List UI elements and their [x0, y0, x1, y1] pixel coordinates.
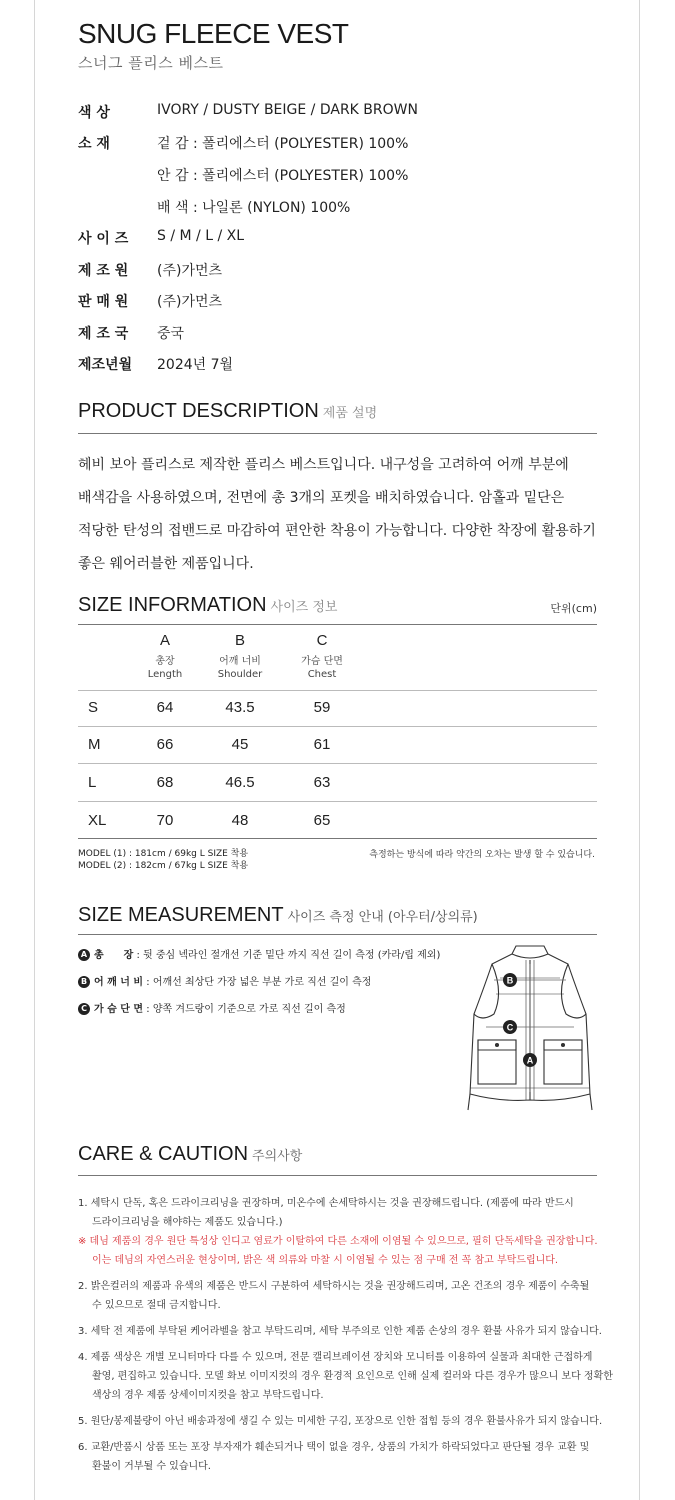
column-label-ko: 어깨 너비: [219, 656, 261, 667]
measurement-title-ko: 사이즈 측정 안내 (아우터/상의류): [287, 910, 478, 925]
care-item-2: [78, 1277, 598, 1315]
size-info-title: SIZE INFORMATION: [78, 594, 267, 616]
measurement-label: 가 슴 단 면: [94, 1004, 144, 1015]
care-list: [78, 1194, 613, 1483]
divider: [78, 838, 597, 839]
care-item-1: [78, 1194, 598, 1232]
spec-value: (주)가먼츠: [157, 263, 223, 279]
size-label-s: S: [88, 699, 99, 716]
description-line: 좋은 웨어러블한 제품입니다.: [78, 556, 254, 572]
divider: [78, 763, 597, 764]
measurement-heading: [78, 904, 478, 927]
spec-label: 사 이 즈: [78, 231, 129, 247]
column-letter: B: [234, 632, 245, 649]
column-label-ko: 총장: [155, 656, 175, 667]
spec-value: 겉 감 : 폴리에스터 (POLYESTER) 100%: [157, 136, 409, 152]
care-title: CARE & CAUTION: [78, 1143, 249, 1165]
care-item-5: [78, 1412, 603, 1431]
measurement-text: : 어깨선 최상단 가장 넓은 부분 가로 직선 길이 측정: [143, 977, 372, 988]
care-line: 6. 교환/반품시 상품 또는 포장 부자재가 훼손되거나 택이 없을 경우, 상품의 가치가 하락되었다고 판단될 경우 교환 및: [78, 1442, 590, 1453]
left-border: [34, 0, 35, 1500]
diagram-label-b: B: [506, 975, 514, 986]
right-border: [639, 0, 640, 1500]
measurement-title: SIZE MEASUREMENT: [78, 904, 284, 926]
cell-chest: 65: [313, 812, 331, 829]
column-label-en: Shoulder: [217, 669, 263, 680]
measurement-label: 총 장: [94, 950, 134, 961]
model-info-1: MODEL (1) : 181cm / 69kg L SIZE 착용: [78, 849, 249, 859]
care-line: 2. 밝은컬러의 제품과 유색의 제품은 반드시 구분하여 세탁하시는 것을 권장해드리며, 고온 건조의 경우 제품이 수축될: [78, 1281, 590, 1292]
divider: [78, 624, 597, 625]
cell-length: 68: [156, 774, 174, 791]
spec-label: 소 재: [78, 136, 110, 152]
divider: [78, 433, 597, 434]
measurement-label: 어 깨 너 비: [94, 977, 144, 988]
cell-shoulder: 45: [231, 736, 249, 753]
spec-value: 중국: [157, 326, 185, 342]
cell-shoulder: 46.5: [225, 774, 255, 791]
cell-chest: 63: [313, 774, 331, 791]
cell-length: 70: [156, 812, 174, 829]
unit-label: 단위(cm): [550, 602, 597, 615]
care-title-ko: 주의사항: [252, 1149, 303, 1164]
care-line: 드라이크리닝을 해야하는 제품도 있습니다.): [92, 1217, 283, 1228]
care-line: 촬영, 편집하고 있습니다. 모델 화보 이미지컷의 경우 환경적 요인으로 인해 실제 컬러와 다른 경우가 많으니 보다 정확한: [92, 1371, 613, 1382]
divider: [78, 801, 597, 802]
cell-shoulder: 48: [231, 812, 249, 829]
measurement-text: : 양쪽 겨드랑이 기준으로 가로 직선 길이 측정: [143, 1004, 346, 1015]
size-label-m: M: [88, 736, 101, 753]
care-line: 5. 원단/봉제불량이 아닌 배송과정에 생길 수 있는 미세한 구김, 포장으로 인한 접힘 등의 경우 환불사유가 되지 않습니다.: [78, 1416, 603, 1427]
size-info-title-ko: 사이즈 정보: [270, 600, 338, 615]
spec-label: 제 조 국: [78, 326, 129, 342]
care-warning: [78, 1232, 598, 1270]
model-info-2: MODEL (2) : 182cm / 67kg L SIZE 착용: [78, 861, 249, 871]
size-label-xl: XL: [88, 812, 107, 829]
care-line: 색상의 경우 제품 상세이미지컷을 참고 부탁드립니다.: [92, 1390, 324, 1401]
spec-value: IVORY / DUSTY BEIGE / DARK BROWN: [157, 102, 418, 118]
care-item-6: [78, 1438, 598, 1476]
care-line: ※ 데님 제품의 경우 원단 특성상 인디고 염료가 이탈하여 다른 소재에 이염될 수 있으므로, 필히 단독세탁을 권장합니다.: [78, 1236, 598, 1247]
diagram-label-c: C: [506, 1022, 514, 1033]
column-header-b: [195, 632, 285, 680]
product-subtitle: 스너그 플리스 베스트: [78, 54, 224, 72]
description-line: 헤비 보아 플리스로 제작한 플리스 베스트입니다. 내구성을 고려하여 어깨 부분에: [78, 457, 569, 473]
cell-shoulder: 43.5: [225, 699, 255, 716]
measurement-note: 측정하는 방식에 따라 약간의 오차는 발생 할 수 있습니다.: [369, 850, 595, 860]
spec-label: 제조년월: [78, 357, 133, 373]
cell-chest: 61: [313, 736, 331, 753]
divider: [78, 726, 597, 727]
column-header-c: [277, 632, 367, 680]
care-line: 수 있으므로 절대 금지합니다.: [92, 1300, 221, 1311]
cell-chest: 59: [313, 699, 331, 716]
description-heading: [78, 400, 377, 423]
cell-length: 64: [156, 699, 174, 716]
description-line: 적당한 탄성의 접밴드로 마감하여 편안한 착용이 가능합니다. 다양한 착장에 활용하기: [78, 523, 596, 539]
measurement-item-c: [78, 1000, 346, 1015]
description-body: [78, 449, 608, 581]
description-title: PRODUCT DESCRIPTION: [78, 400, 319, 422]
product-title: SNUG FLEECE VEST: [78, 18, 349, 49]
care-item-4: [78, 1348, 613, 1405]
spec-value: 배 색 : 나일론 (NYLON) 100%: [157, 200, 351, 216]
vest-diagram: [460, 942, 600, 1122]
spec-value: 2024년 7월: [157, 357, 234, 373]
column-label-en: Chest: [307, 669, 337, 680]
column-letter: A: [159, 632, 170, 649]
spec-label: 제 조 원: [78, 263, 129, 279]
badge-b-icon: B: [78, 976, 90, 988]
size-label-l: L: [88, 774, 97, 791]
spec-value: 안 감 : 폴리에스터 (POLYESTER) 100%: [157, 168, 409, 184]
column-label-en: Length: [147, 669, 183, 680]
description-title-ko: 제품 설명: [322, 406, 378, 421]
care-line: 환불이 거부될 수 있습니다.: [92, 1461, 211, 1472]
spec-label: 색 상: [78, 105, 110, 121]
divider: [78, 1175, 597, 1176]
care-line: 이는 데님의 자연스러운 현상이며, 밝은 색 의류와 마찰 시 이염될 수 있는 점 구매 전 꼭 참고 부탁드립니다.: [92, 1255, 559, 1266]
badge-a-icon: A: [78, 949, 90, 961]
care-line: 4. 제품 색상은 개별 모니터마다 다를 수 있으며, 전문 캘리브레이션 장치와 모니터를 이용하여 실물과 최대한 근접하게: [78, 1352, 593, 1363]
care-heading: [78, 1143, 302, 1166]
care-line: 3. 세탁 전 제품에 부탁된 케어라벨을 참고 부탁드리며, 세탁 부주의로 인한 제품 손상의 경우 환불 사유가 되지 않습니다.: [78, 1326, 602, 1337]
column-letter: C: [316, 632, 328, 649]
divider: [78, 934, 597, 935]
cell-length: 66: [156, 736, 174, 753]
measurement-item-b: [78, 973, 371, 988]
spec-value: S / M / L / XL: [157, 228, 245, 244]
diagram-label-a: A: [526, 1055, 534, 1066]
spec-value: (주)가먼츠: [157, 294, 223, 310]
description-line: 배색감을 사용하였으며, 전면에 총 3개의 포켓을 배치하였습니다. 암홀과 밑단은: [78, 490, 565, 506]
measurement-item-a: [78, 946, 440, 961]
measurement-text: : 뒷 중심 넥라인 절개선 기준 밑단 까지 직선 길이 측정 (카라/립 제외): [133, 950, 441, 961]
column-label-ko: 가슴 단면: [301, 656, 343, 667]
spec-label: 판 매 원: [78, 294, 129, 310]
care-item-3: [78, 1322, 602, 1341]
divider: [78, 690, 597, 691]
care-line: 1. 세탁시 단독, 혹은 드라이크리닝을 권장하며, 미온수에 손세탁하시는 것을 권장해드립니다. (제품에 따라 반드시: [78, 1198, 574, 1209]
size-info-heading: [78, 594, 337, 617]
badge-c-icon: C: [78, 1003, 90, 1015]
